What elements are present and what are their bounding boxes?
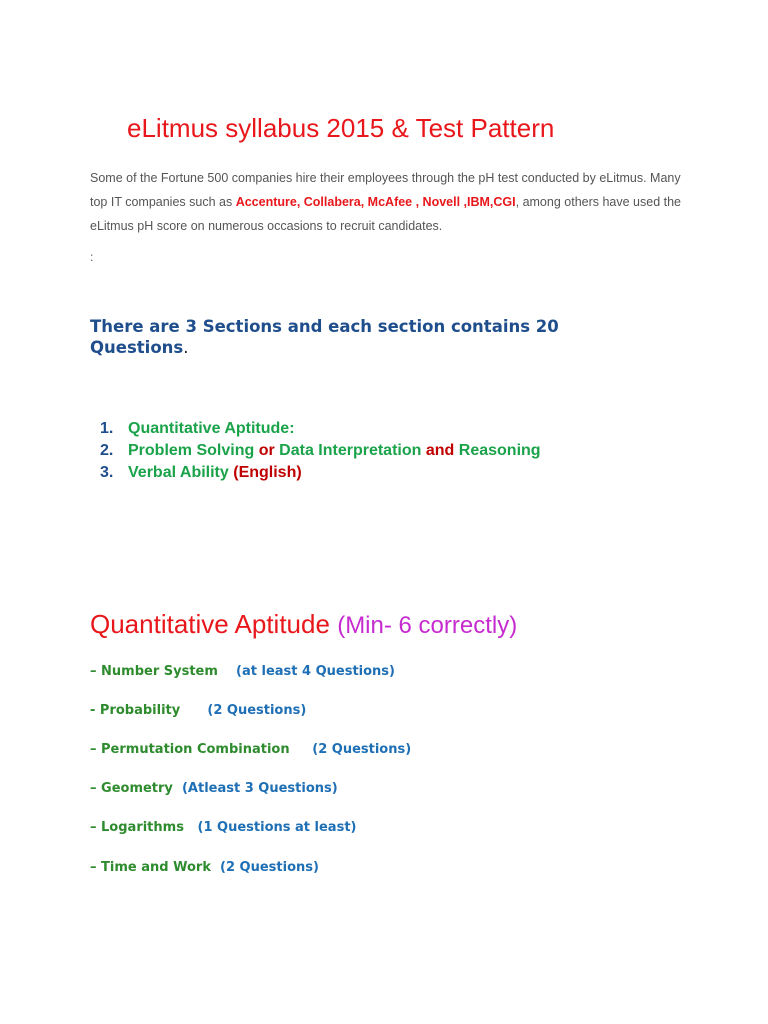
page-title: eLitmus syllabus 2015 & Test Pattern [127, 113, 555, 143]
qa-heading-min: Min- 6 correctly) [345, 612, 518, 639]
topic-count: (1 Questions at least) [197, 820, 357, 835]
topic-line [90, 781, 338, 796]
sections-list [100, 418, 541, 484]
topic-count: (2 Questions) [312, 742, 412, 757]
list-item [100, 462, 541, 484]
topic-name: – Number System [90, 664, 218, 679]
topic-name: – Geometry [90, 781, 173, 796]
section-label-3: Reasoning [458, 442, 541, 459]
sections-heading-text: There are 3 Sections and each section contains 20 Questions [90, 317, 559, 357]
section-connector-and: and [425, 442, 455, 459]
topic-name: – Time and Work [90, 860, 211, 875]
topic-line [90, 820, 356, 835]
list-item-number: 2. [100, 442, 114, 459]
topic-name: – Logarithms [90, 820, 184, 835]
topic-count: (Atleast 3 Questions) [181, 781, 338, 796]
topic-name: - Probability [90, 703, 181, 718]
qa-heading-title: Quantitative Aptitude [90, 609, 330, 639]
intro-text-part2: , among others have used the eLitmus pH score on numerous occasions to recruit candidates. [90, 195, 682, 233]
list-item [100, 418, 541, 440]
topic-line [90, 860, 319, 875]
list-item-number: 1. [100, 420, 114, 437]
section-note: (English) [233, 464, 302, 481]
section-connector-or: or [258, 442, 275, 459]
list-item-number: 3. [100, 464, 114, 481]
section-label: Verbal Ability [128, 464, 229, 481]
section-label: Quantitative Aptitude: [128, 420, 295, 437]
sections-heading-dot: . [183, 338, 189, 357]
topic-count: (at least 4 Questions) [236, 664, 395, 679]
list-item [100, 440, 541, 462]
sections-heading [90, 316, 630, 358]
topic-count: (2 Questions) [207, 703, 307, 718]
intro-paragraph [90, 166, 690, 238]
topic-line [90, 742, 411, 757]
topic-count: (2 Questions) [220, 860, 319, 875]
section-label-2: Data Interpretation [279, 442, 422, 459]
topic-name: – Permutation Combination [90, 742, 290, 757]
qa-heading-open-paren: ( [337, 612, 346, 639]
quantitative-aptitude-heading [90, 609, 517, 640]
intro-companies: Accenture, Collabera, McAfee , Novell ,IBM,CGI [235, 195, 516, 209]
topic-line [90, 664, 395, 679]
section-label: Problem Solving [128, 442, 255, 459]
intro-text-part1: Some of the Fortune 500 companies hire their employees through the pH test conducted by eLitmus. Many top IT companies such as [90, 171, 681, 209]
topic-line [90, 703, 306, 718]
stray-colon: : [90, 250, 94, 264]
